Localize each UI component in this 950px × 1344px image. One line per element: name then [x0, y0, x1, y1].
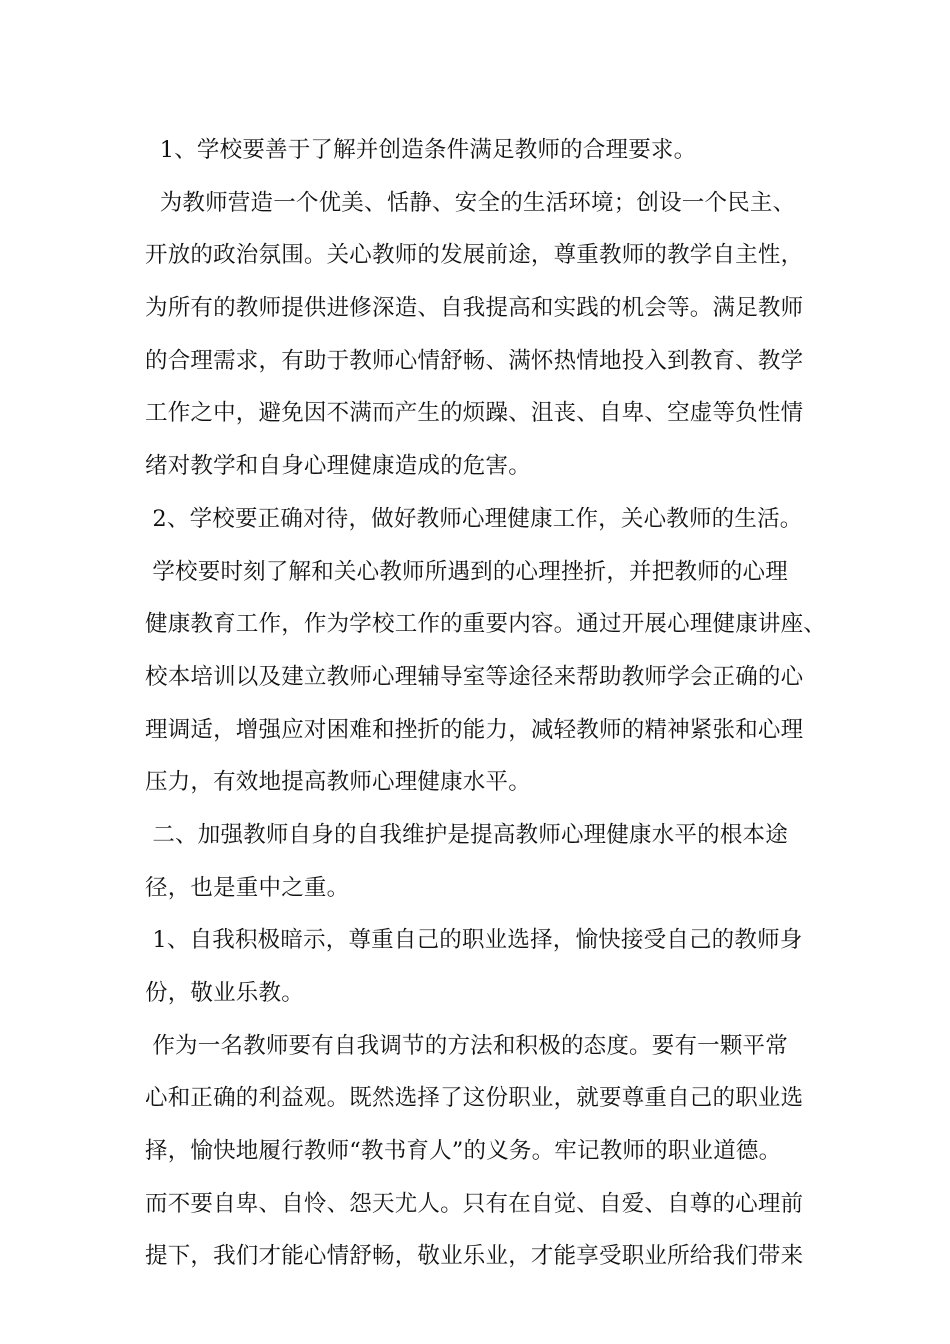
- text-line: 为教师营造一个优美、恬静、安全的生活环境；创设一个民主、: [145, 189, 796, 216]
- text-line: 2、学校要正确对待，做好教师心理健康工作，关心教师的生活。: [145, 505, 803, 532]
- text-line: 1、自我积极暗示，尊重自己的职业选择，愉快接受自己的教师身: [145, 927, 803, 954]
- document-body: [145, 124, 827, 1283]
- text-line: 心和正确的利益观。既然选择了这份职业，就要尊重自己的职业选: [145, 1085, 804, 1112]
- text-line: 择，愉快地履行教师“教书育人”的义务。牢记教师的职业道德。: [145, 1138, 782, 1165]
- text-line: 作为一名教师要有自我调节的方法和积极的态度。要有一颗平常: [145, 1032, 788, 1059]
- text-line: 径，也是重中之重。: [145, 874, 350, 901]
- text-line: 开放的政治氛围。关心教师的发展前途，尊重教师的教学自主性，: [145, 242, 804, 269]
- text-line: 健康教育工作，作为学校工作的重要内容。通过开展心理健康讲座、: [145, 611, 827, 638]
- text-line: 二、加强教师自身的自我维护是提高教师心理健康水平的根本途: [145, 821, 788, 848]
- text-line: 为所有的教师提供进修深造、自我提高和实践的机会等。满足教师: [145, 295, 804, 322]
- text-line: 份，敬业乐教。: [145, 980, 304, 1006]
- text-line: 工作之中，避免因不满而产生的烦躁、沮丧、自卑、空虚等负性情: [145, 400, 804, 427]
- text-line: 理调适，增强应对困难和挫折的能力，减轻教师的精神紧张和心理: [145, 716, 804, 743]
- text-line: 1、学校要善于了解并创造条件满足教师的合理要求。: [145, 137, 697, 163]
- text-line: 提下，我们才能心情舒畅，敬业乐业，才能享受职业所给我们带来: [145, 1243, 804, 1270]
- text-line: 绪对教学和自身心理健康造成的危害。: [145, 453, 531, 480]
- text-line: 校本培训以及建立教师心理辅导室等途径来帮助教师学会正确的心: [145, 663, 804, 690]
- text-line: 学校要时刻了解和关心教师所遇到的心理挫折，并把教师的心理: [145, 558, 788, 585]
- text-line: 压力，有效地提高教师心理健康水平。: [145, 769, 531, 796]
- text-line: 而不要自卑、自怜、怨天尤人。只有在自觉、自爱、自尊的心理前: [145, 1190, 804, 1217]
- text-line: 的合理需求，有助于教师心情舒畅、满怀热情地投入到教育、教学: [145, 347, 804, 374]
